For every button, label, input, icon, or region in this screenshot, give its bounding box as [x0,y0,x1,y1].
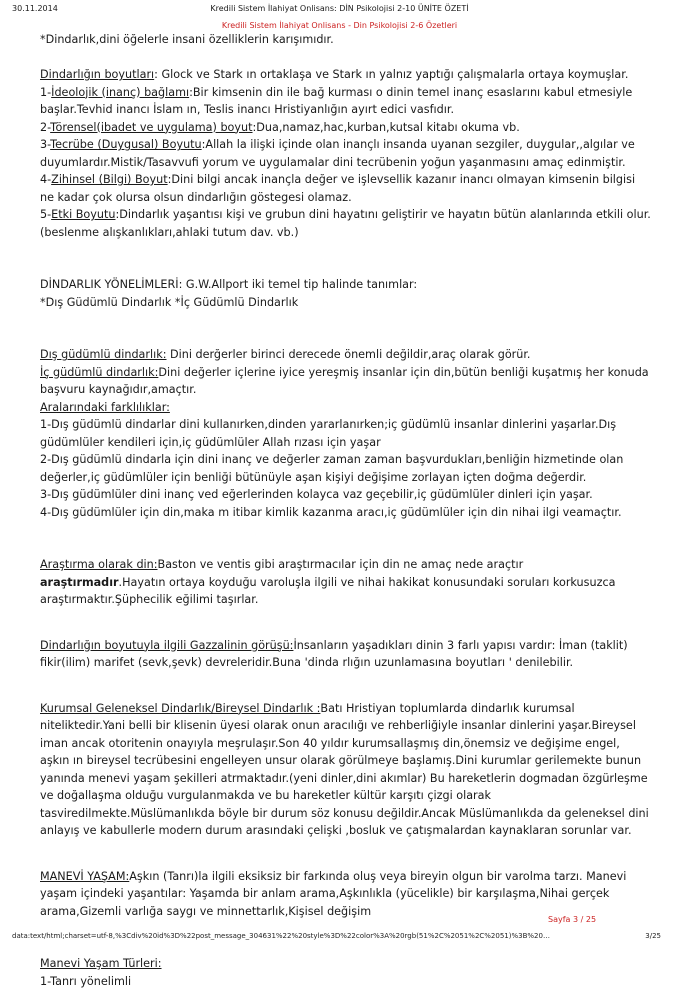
print-url: data:text/html;charset=utf-8,%3Cdiv%20id%3D%22post_message_304631%22%20style%3D%22color%3A%20rgb(51%2C%2051%2C%2051)%3B%20… [12,932,612,940]
boyut-item-label: Tecrübe (Duygusal) Boyutu [50,138,202,151]
gazzali-paragraph: Dindarlığın boyutuyla ilgili Gazzalinin görüşü:İnsanların yaşadıkları dinin 3 farlı yapısı vardır: İman (taklit) fikir(ilim) marifet (sevk,şevk) devreleridir.Buna 'dinda rlığın uzunlamasına boyutları ' denilebilir. [40,637,652,672]
fark-item: 3-Dış güdümlüler dini inanç ved eğerlerinden kolayca vaz geçebilir,iç güdümlüler dinleri için yaşar. [40,486,652,504]
boyut-item: 1-İdeolojik (inanç) bağlamı:Bir kimsenin din ile bağ kurması o dinin temel inanç esaslarını kabul etmesiyle başlar.Tevhid inancı İslam ın, Teslis inancı Hristiyanlığın ayırt edici vasfıdır. [40,84,652,119]
manevi-paragraph: MANEVİ YAŞAM:Aşkın (Tanrı)la ilgili eksiksiz bir farkında oluş veya bireyin olgun bir varolma tarzı. Manevi yaşam içindeki yaşantılar: Yaşamda bir anlam arama,Aşkınlıkla (yücelikle) bir karşılaşma,Nihai gerçek arama,Gizemli varlığa saygı ve minnettarlık,Kişisel değişim [40,868,652,921]
page-label: Sayfa 3 / 25 [548,915,596,924]
boyut-item: 3-Tecrübe (Duygusal) Boyutu:Allah la ilişki içinde olan inançlı insanda uyanan sezgiler, duygular,,algılar ve duyumlardır.Mistik/Tasavvufi yorum ve uygulamalar dini tecrübenin yoğun yaşanmasını amaç edinmiştir. [40,136,652,171]
kurumsal-paragraph: Kurumsal Geleneksel Dindarlık/Bireysel Dindarlık :Batı Hristiyan toplumlarda dindarlık kurumsal niteliktedir.Yani belli bir klisenin üyesi olarak onun aracılığı ve rehberliğiyle insanlar dinlerini yaşar.Bireysel iman ancak otoritenin onayıyla meşrulaşır.Son 40 yıldır kurumsallaşmış din,önemsiz ve değişime engel, aşkın ın bireysel tecrübesini engelleyen unsur olarak görülmeye başlamış.Dini kurumlar gerilemekte bunun yanında menevi yaşam şekilleri atrmaktadır.(yeni dinler,dini akımlar) Bu hareketlerin dogmadan özgürleşme ve doğallaşma olduğu vurgulanmakda ve bu hareketler kültür karşıtı çizgi olarak tasviredilmekte.Müslümanlıkda böyle bir durum söz konusu değildir.Ancak Müslümanlıkda da geleneksel dini anlayış ve kabullerle modern durum arasındaki çelişki ,bosluk ve çatışmalardan kaynaklaran sorunlar var. [40,700,652,840]
boyutlar-heading: Dindarlığın boyutları [40,68,154,81]
boyut-item: 2-Törensel(ibadet ve uygulama) boyut:Dua,namaz,hac,kurban,kutsal kitabı okuma vb. [40,119,652,137]
document-subtitle: Kredili Sistem İlahiyat Onlisans - Din Psikolojisi 2-6 Özetleri [0,21,679,30]
ic-gudumlu-paragraph: İç güdümlü dindarlık:Dini değerler içlerine iyice yereşmiş insanlar için din,bütün benliği kuşatmış her konuda başvuru kaynağıdır,amaçtır. [40,364,652,399]
print-page-number: 3/25 [645,932,661,940]
boyut-item-label: Zihinsel (Bilgi) Boyut [51,173,167,186]
arastirma-label: Araştırma olarak din: [40,558,158,571]
intro-line: *Dindarlık,dini öğelerle insani özelliklerin karışımıdır. [40,31,652,49]
yonelimler-types: *Dış Güdümlü Dindarlık *İç Güdümlü Dindarlık [40,294,652,312]
boyut-item: 4-Zihinsel (Bilgi) Boyut:Dini bilgi ancak inançla değer ve işlevsellik kazanır inancı olmayan kimsenin bilgisi ne kadar çok olursa olsun dindarlığın göstegesi olamaz. [40,171,652,206]
dis-gudumlu-paragraph: Dış güdümlü dindarlık: Dini derğerler birinci derecede önemli değildir,araç olarak görür. [40,346,652,364]
boyut-item-label: Törensel(ibadet ve uygulama) boyut [50,121,252,134]
fark-item: 4-Dış güdümlüler için din,maka m itibar kimlik kazanma aracı,iç güdümlüler için din nihai ilgi veamaçtır. [40,504,652,522]
print-title: Kredili Sistem İlahiyat Onlisans: DİN Psikolojisi 2-10 ÜNİTE ÖZETİ [0,4,679,13]
document-body [40,31,652,990]
fark-item: 1-Dış güdümlü dindarlar dini kullanırken,dinden yararlanırken;iç güdümlü insanlar dinlerini yaşarlar.Dış güdümlüler kendileri için,iç güdümlüler Allah rızası için yaşar [40,416,652,451]
dis-gudumlu-label: Dış güdümlü dindarlık: [40,348,166,361]
boyut-item-label: Etki Boyutu [51,208,115,221]
gazzali-label: Dindarlığın boyutuyla ilgili Gazzalinin görüşü: [40,639,293,652]
boyutlar-text: : Glock ve Stark ın ortaklaşa ve Stark ın yalnız yaptığı çalışmalarla ortaya koymuşlar. [154,68,628,81]
yonelimler-line: DİNDARLIK YÖNELİMLERİ: G.W.Allport iki temel tip halinde tanımlar: [40,276,652,294]
fark-item: 2-Dış güdümlü dindarla için dini inanç ve değerler zaman zaman başvurdukları,benliğin hizmetinde olan değerler,iç güdümlüler için benliği bütünüyle aşan kişiyi değişime zorlayan içten doğma değerdir. [40,451,652,486]
print-date: 30.11.2014 [12,4,58,13]
boyutlar-paragraph [40,66,652,84]
turler-heading: Manevi Yaşam Türleri: [40,955,652,973]
turler-item: 1-Tanrı yönelimli [40,973,652,990]
kurumsal-label: Kurumsal Geleneksel Dindarlık/Bireysel Dindarlık : [40,702,320,715]
boyut-item-label: İdeolojik (inanç) bağlamı [51,86,189,99]
ic-gudumlu-label: İç güdümlü dindarlık: [40,366,158,379]
arastirma-paragraph: Araştırma olarak din:Baston ve ventis gibi araştırmacılar için din ne amaç nede araçtır araştırmadır.Hayatın ortaya koyduğu varoluşla ilgili ve nihai hakikat konusundaki soruları korkusuzca araştırmaktır.Şüphecilik eğilimi taşırlar. [40,556,652,609]
farklar-heading: Aralarındaki farklılıklar: [40,399,652,417]
arastirma-bold: araştırmadır [40,576,119,589]
boyut-item: 5-Etki Boyutu:Dindarlık yaşantısı kişi ve grubun dini hayatını geliştirir ve hayatın bütün alanlarında etkili olur.(beslenme alışkanlıkları,ahlaki tutum dav. vb.) [40,206,652,241]
manevi-label: MANEVİ YAŞAM: [40,870,129,883]
